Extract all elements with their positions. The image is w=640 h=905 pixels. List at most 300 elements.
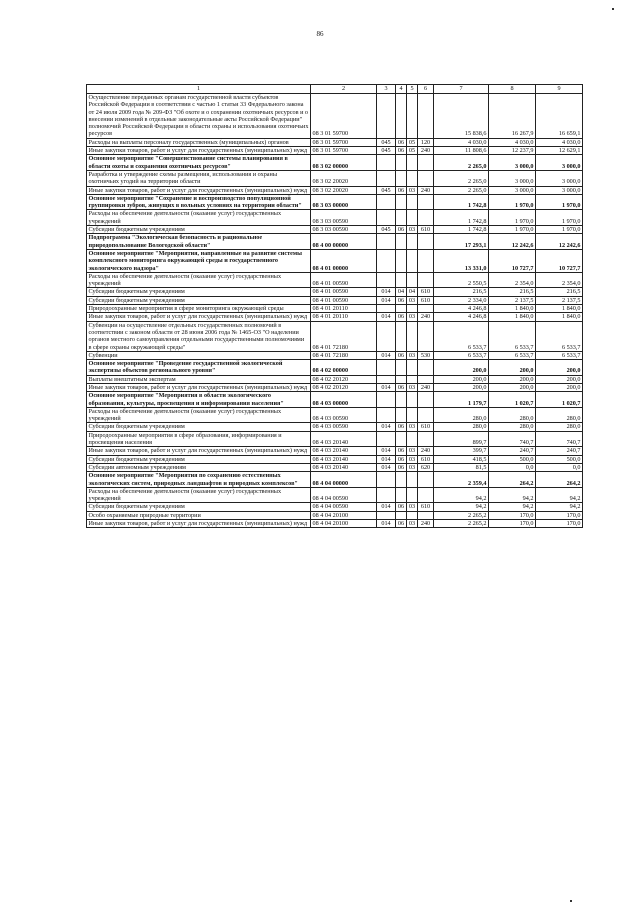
- row-code: 08 4 01 00590: [311, 296, 377, 304]
- row-value-3: 94,2: [536, 487, 583, 503]
- row-value-3: 170,0: [536, 511, 583, 519]
- row-value-3: 6 533,7: [536, 351, 583, 359]
- row-expense-type: 240: [418, 520, 434, 528]
- row-subsection: [407, 431, 418, 447]
- page-number: 86: [316, 30, 324, 38]
- row-code: 08 4 04 00590: [311, 503, 377, 511]
- row-name: Природоохранные мероприятия в сфере мониторинга окружающей среды: [87, 305, 311, 313]
- row-value-3: 264,2: [536, 472, 583, 488]
- row-value-1: 6 533,7: [434, 351, 489, 359]
- row-expense-type: 610: [418, 503, 434, 511]
- row-admin-code: [377, 375, 396, 383]
- row-value-3: 500,0: [536, 455, 583, 463]
- row-section: 06: [396, 463, 407, 471]
- row-subsection: [407, 511, 418, 519]
- row-value-2: 200,0: [489, 360, 536, 376]
- row-expense-type: [418, 392, 434, 408]
- row-value-3: 3 000,0: [536, 186, 583, 194]
- row-value-2: 1 840,0: [489, 305, 536, 313]
- row-value-1: 17 293,1: [434, 234, 489, 250]
- table-row: [87, 351, 583, 359]
- row-section: [396, 272, 407, 288]
- row-value-2: 6 533,7: [489, 351, 536, 359]
- row-admin-code: [377, 431, 396, 447]
- row-expense-type: [418, 375, 434, 383]
- row-value-2: 200,0: [489, 375, 536, 383]
- row-expense-type: 120: [418, 138, 434, 146]
- row-value-2: 200,0: [489, 383, 536, 391]
- row-value-3: 240,7: [536, 447, 583, 455]
- table-row: [87, 194, 583, 210]
- row-value-2: 94,2: [489, 503, 536, 511]
- row-section: [396, 94, 407, 139]
- table-row: [87, 375, 583, 383]
- table-row: [87, 226, 583, 234]
- row-section: [396, 487, 407, 503]
- header-cell: 5: [407, 85, 418, 94]
- row-value-3: 1 020,7: [536, 392, 583, 408]
- row-subsection: 03: [407, 226, 418, 234]
- row-name: Основное мероприятие "Сохранение и воспроизводство популяционной группировки зубров, живущих в вольных условиях на территории области": [87, 194, 311, 210]
- row-value-3: 94,2: [536, 503, 583, 511]
- row-expense-type: [418, 431, 434, 447]
- header-cell: 9: [536, 85, 583, 94]
- table-row: [87, 138, 583, 146]
- row-section: 06: [396, 313, 407, 321]
- row-name: Подпрограмма "Экологическая безопасность и рациональное природопользование Вологодской области": [87, 234, 311, 250]
- row-code: 08 4 03 00590: [311, 423, 377, 431]
- row-code: 08 4 01 72180: [311, 351, 377, 359]
- row-section: [396, 194, 407, 210]
- row-section: [396, 155, 407, 171]
- row-code: 08 3 01 59700: [311, 138, 377, 146]
- table-row: [87, 503, 583, 511]
- row-value-1: 15 838,6: [434, 94, 489, 139]
- row-value-2: 2 354,0: [489, 272, 536, 288]
- row-value-1: 11 808,6: [434, 147, 489, 155]
- row-value-1: 1 742,8: [434, 194, 489, 210]
- row-name: Основное мероприятие "Проведение государственной экологической экспертизы объектов регионального уровня": [87, 360, 311, 376]
- row-subsection: [407, 155, 418, 171]
- row-admin-code: [377, 194, 396, 210]
- row-value-3: 2 137,5: [536, 296, 583, 304]
- row-code: 08 4 01 72180: [311, 321, 377, 351]
- table-row: [87, 305, 583, 313]
- row-admin-code: 045: [377, 138, 396, 146]
- row-value-2: 280,0: [489, 423, 536, 431]
- row-admin-code: 014: [377, 351, 396, 359]
- row-value-3: 216,5: [536, 288, 583, 296]
- row-name: Иные закупки товаров, работ и услуг для государственных (муниципальных) нужд: [87, 383, 311, 391]
- row-section: [396, 170, 407, 186]
- header-cell: 7: [434, 85, 489, 94]
- scan-mark: [612, 8, 614, 10]
- row-value-3: 280,0: [536, 407, 583, 423]
- row-admin-code: 014: [377, 503, 396, 511]
- row-name: Субвенции на осуществление отдельных государственных полномочий в соответствии с законом области от 28 июня 2006 года № 1465-ОЗ "О наделении органов местного самоуправления отдельными государственными полномочиями в сфере охраны окружающей среды": [87, 321, 311, 351]
- row-value-3: 1 970,0: [536, 210, 583, 226]
- row-admin-code: [377, 155, 396, 171]
- row-subsection: 03: [407, 351, 418, 359]
- table-row: [87, 407, 583, 423]
- row-value-1: 4 246,8: [434, 305, 489, 313]
- row-code: 08 4 01 00000: [311, 249, 377, 272]
- header-cell: 1: [87, 85, 311, 94]
- row-code: 08 4 03 20140: [311, 455, 377, 463]
- row-expense-type: [418, 407, 434, 423]
- header-cell: 8: [489, 85, 536, 94]
- row-subsection: 03: [407, 463, 418, 471]
- row-expense-type: [418, 487, 434, 503]
- row-expense-type: [418, 305, 434, 313]
- row-subsection: [407, 94, 418, 139]
- row-value-1: 200,0: [434, 360, 489, 376]
- row-expense-type: 530: [418, 351, 434, 359]
- header-cell: 2: [311, 85, 377, 94]
- row-expense-type: 610: [418, 423, 434, 431]
- row-value-1: 2 265,0: [434, 155, 489, 171]
- row-code: 08 4 01 20110: [311, 305, 377, 313]
- row-value-1: 2 265,0: [434, 170, 489, 186]
- table-row: [87, 147, 583, 155]
- row-section: 06: [396, 503, 407, 511]
- row-code: 08 4 02 20120: [311, 375, 377, 383]
- row-section: [396, 234, 407, 250]
- row-value-2: 170,0: [489, 520, 536, 528]
- row-admin-code: 014: [377, 520, 396, 528]
- row-expense-type: [418, 511, 434, 519]
- row-expense-type: [418, 249, 434, 272]
- row-value-1: 2 265,2: [434, 520, 489, 528]
- row-subsection: 03: [407, 503, 418, 511]
- row-subsection: 03: [407, 186, 418, 194]
- row-name: Субсидии бюджетным учреждениям: [87, 288, 311, 296]
- row-value-3: 12 242,6: [536, 234, 583, 250]
- row-value-3: 280,0: [536, 423, 583, 431]
- row-name: Природоохранные мероприятия в сфере образования, информирования и просвещения населения: [87, 431, 311, 447]
- row-value-1: 280,0: [434, 423, 489, 431]
- table-row: [87, 94, 583, 139]
- row-value-1: 200,0: [434, 383, 489, 391]
- row-value-3: 200,0: [536, 383, 583, 391]
- row-value-1: 1 742,8: [434, 210, 489, 226]
- row-name: Субсидии бюджетным учреждениям: [87, 296, 311, 304]
- row-name: Осуществление переданных органам государственной власти субъектов Российской Федерации в соответствии с частью 1 статьи 33 Федерального закона от 24 июля 2009 года № 209-ФЗ "Об охоте и о сохранении охотничьих ресурсов и о внесении изменений в отдельные законодательные акты Российской Федерации" полномочий Российской Федерации в области охраны и использования охотничьих ресурсов: [87, 94, 311, 139]
- budget-table: [86, 84, 583, 528]
- table-row: [87, 472, 583, 488]
- row-expense-type: [418, 194, 434, 210]
- row-expense-type: [418, 94, 434, 139]
- row-admin-code: [377, 321, 396, 351]
- row-value-2: 94,2: [489, 487, 536, 503]
- row-value-2: 1 970,0: [489, 210, 536, 226]
- row-section: [396, 511, 407, 519]
- row-admin-code: [377, 305, 396, 313]
- row-name: Выплаты внештатным экспертам: [87, 375, 311, 383]
- row-expense-type: [418, 472, 434, 488]
- row-name: Расходы на выплаты персоналу государственных (муниципальных) органов: [87, 138, 311, 146]
- row-section: [396, 360, 407, 376]
- row-admin-code: [377, 511, 396, 519]
- row-admin-code: 014: [377, 288, 396, 296]
- row-subsection: 03: [407, 313, 418, 321]
- row-expense-type: [418, 234, 434, 250]
- row-admin-code: [377, 407, 396, 423]
- row-subsection: [407, 249, 418, 272]
- row-subsection: [407, 210, 418, 226]
- row-name: Иные закупки товаров, работ и услуг для государственных (муниципальных) нужд: [87, 447, 311, 455]
- table-row: [87, 383, 583, 391]
- row-expense-type: 240: [418, 313, 434, 321]
- row-value-2: 6 533,7: [489, 321, 536, 351]
- row-subsection: [407, 234, 418, 250]
- row-value-1: 4 030,0: [434, 138, 489, 146]
- row-section: 06: [396, 383, 407, 391]
- row-code: 08 3 03 00590: [311, 226, 377, 234]
- row-value-1: 2 265,2: [434, 511, 489, 519]
- row-name: Основное мероприятие "Мероприятия, направленные на развитие системы комплексного мониторинга окружающей среды и государственного экологического надзора": [87, 249, 311, 272]
- row-admin-code: 014: [377, 463, 396, 471]
- row-expense-type: 240: [418, 147, 434, 155]
- row-subsection: 03: [407, 455, 418, 463]
- row-value-1: 2 550,5: [434, 272, 489, 288]
- header-cell: 4: [396, 85, 407, 94]
- table-row: [87, 272, 583, 288]
- row-code: 08 4 03 20140: [311, 463, 377, 471]
- row-code: 08 3 02 00000: [311, 155, 377, 171]
- row-value-1: 6 533,7: [434, 321, 489, 351]
- row-subsection: [407, 407, 418, 423]
- row-expense-type: 240: [418, 383, 434, 391]
- row-code: 08 4 03 20140: [311, 447, 377, 455]
- row-name: Расходы на обеспечение деятельности (оказание услуг) государственных учреждений: [87, 210, 311, 226]
- row-name: Иные закупки товаров, работ и услуг для государственных (муниципальных) нужд: [87, 520, 311, 528]
- row-name: Расходы на обеспечение деятельности (оказание услуг) государственных учреждений: [87, 272, 311, 288]
- row-value-2: 1 970,0: [489, 226, 536, 234]
- row-admin-code: [377, 472, 396, 488]
- row-admin-code: [377, 170, 396, 186]
- row-admin-code: [377, 272, 396, 288]
- row-code: 08 3 02 20020: [311, 186, 377, 194]
- row-code: 08 4 00 00000: [311, 234, 377, 250]
- row-section: 06: [396, 351, 407, 359]
- row-value-2: 170,0: [489, 511, 536, 519]
- table-row: [87, 170, 583, 186]
- table-row: [87, 360, 583, 376]
- row-admin-code: [377, 392, 396, 408]
- table-row: [87, 288, 583, 296]
- row-subsection: 05: [407, 138, 418, 146]
- row-section: 06: [396, 186, 407, 194]
- row-section: [396, 305, 407, 313]
- row-value-2: 12 237,9: [489, 147, 536, 155]
- row-name: Основное мероприятие "Мероприятия по сохранению естественных экологических систем, природных ландшафтов и природных комплексов": [87, 472, 311, 488]
- row-code: 08 4 04 00590: [311, 487, 377, 503]
- row-expense-type: 610: [418, 288, 434, 296]
- row-value-1: 81,5: [434, 463, 489, 471]
- table-row: [87, 210, 583, 226]
- row-value-3: 170,0: [536, 520, 583, 528]
- row-subsection: [407, 170, 418, 186]
- row-code: 08 3 03 00000: [311, 194, 377, 210]
- row-value-1: 94,2: [434, 503, 489, 511]
- table-row: [87, 520, 583, 528]
- row-name: Субвенции: [87, 351, 311, 359]
- row-subsection: [407, 375, 418, 383]
- row-section: [396, 321, 407, 351]
- row-expense-type: 610: [418, 455, 434, 463]
- row-code: 08 3 01 59700: [311, 94, 377, 139]
- row-value-1: 1 179,7: [434, 392, 489, 408]
- row-admin-code: [377, 360, 396, 376]
- row-subsection: 03: [407, 383, 418, 391]
- header-cell: 3: [377, 85, 396, 94]
- row-value-2: 3 000,0: [489, 186, 536, 194]
- row-value-2: 280,0: [489, 407, 536, 423]
- row-expense-type: [418, 210, 434, 226]
- row-expense-type: 240: [418, 186, 434, 194]
- row-value-2: 10 727,7: [489, 249, 536, 272]
- row-expense-type: [418, 155, 434, 171]
- row-section: [396, 375, 407, 383]
- row-value-2: 0,0: [489, 463, 536, 471]
- row-code: 08 4 02 00000: [311, 360, 377, 376]
- row-section: 06: [396, 520, 407, 528]
- row-name: Особо охраняемые природные территории: [87, 511, 311, 519]
- table-row: [87, 423, 583, 431]
- row-name: Иные закупки товаров, работ и услуг для государственных (муниципальных) нужд: [87, 147, 311, 155]
- row-value-1: 280,0: [434, 407, 489, 423]
- row-value-2: 3 000,0: [489, 170, 536, 186]
- row-value-2: 264,2: [489, 472, 536, 488]
- row-value-1: 1 742,8: [434, 226, 489, 234]
- row-subsection: 04: [407, 288, 418, 296]
- row-admin-code: 045: [377, 147, 396, 155]
- row-value-2: 16 267,9: [489, 94, 536, 139]
- row-section: [396, 431, 407, 447]
- row-name: Субсидии бюджетным учреждениям: [87, 423, 311, 431]
- row-code: 08 3 01 59700: [311, 147, 377, 155]
- row-name: Основное мероприятие "Совершенствование системы планирования в области охоты и сохранения охотничьих ресурсов": [87, 155, 311, 171]
- row-code: 08 4 04 20100: [311, 511, 377, 519]
- row-value-3: 0,0: [536, 463, 583, 471]
- table-row: [87, 296, 583, 304]
- row-section: 06: [396, 296, 407, 304]
- row-value-2: 3 000,0: [489, 155, 536, 171]
- row-value-3: 3 000,0: [536, 170, 583, 186]
- row-value-1: 200,0: [434, 375, 489, 383]
- row-value-2: 2 137,5: [489, 296, 536, 304]
- row-value-3: 200,0: [536, 360, 583, 376]
- row-admin-code: [377, 94, 396, 139]
- row-code: 08 4 01 20110: [311, 313, 377, 321]
- row-subsection: [407, 194, 418, 210]
- row-code: 08 4 02 20120: [311, 383, 377, 391]
- row-expense-type: 620: [418, 463, 434, 471]
- row-section: 06: [396, 147, 407, 155]
- row-subsection: [407, 305, 418, 313]
- row-subsection: [407, 272, 418, 288]
- row-value-1: 13 331,0: [434, 249, 489, 272]
- row-value-3: 6 533,7: [536, 321, 583, 351]
- row-section: 06: [396, 226, 407, 234]
- row-admin-code: 045: [377, 186, 396, 194]
- row-value-2: 500,0: [489, 455, 536, 463]
- row-value-3: 12 629,1: [536, 147, 583, 155]
- row-value-1: 4 246,8: [434, 313, 489, 321]
- row-subsection: [407, 472, 418, 488]
- row-value-1: 2 265,0: [434, 186, 489, 194]
- row-value-2: 240,7: [489, 447, 536, 455]
- row-value-3: 10 727,7: [536, 249, 583, 272]
- row-value-3: 16 659,1: [536, 94, 583, 139]
- row-value-1: 899,7: [434, 431, 489, 447]
- row-admin-code: 014: [377, 383, 396, 391]
- scan-mark: [570, 900, 572, 902]
- row-admin-code: 014: [377, 423, 396, 431]
- row-name: Разработка и утверждение схемы размещения, использования и охраны охотничьих угодий на территории области: [87, 170, 311, 186]
- row-expense-type: [418, 170, 434, 186]
- row-value-2: 1 020,7: [489, 392, 536, 408]
- row-section: [396, 392, 407, 408]
- table-row: [87, 455, 583, 463]
- table-row: [87, 463, 583, 471]
- row-name: Субсидии бюджетным учреждениям: [87, 455, 311, 463]
- row-subsection: 03: [407, 520, 418, 528]
- row-value-3: 1 840,0: [536, 305, 583, 313]
- row-subsection: [407, 360, 418, 376]
- table-row: [87, 186, 583, 194]
- row-value-2: 740,7: [489, 431, 536, 447]
- row-name: Основное мероприятие "Мероприятия в области экологического образования, культуры, просвещения и информирования населения": [87, 392, 311, 408]
- row-value-1: 2 359,4: [434, 472, 489, 488]
- row-value-3: 1 840,0: [536, 313, 583, 321]
- row-admin-code: 014: [377, 447, 396, 455]
- row-value-1: 399,7: [434, 447, 489, 455]
- row-section: 06: [396, 455, 407, 463]
- row-value-3: 1 970,0: [536, 194, 583, 210]
- row-name: Расходы на обеспечение деятельности (оказание услуг) государственных учреждений: [87, 407, 311, 423]
- row-code: 08 4 04 20100: [311, 520, 377, 528]
- row-admin-code: 045: [377, 226, 396, 234]
- table-row: [87, 431, 583, 447]
- row-value-1: 94,2: [434, 487, 489, 503]
- row-subsection: 05: [407, 147, 418, 155]
- row-section: [396, 407, 407, 423]
- row-admin-code: [377, 487, 396, 503]
- row-expense-type: 610: [418, 296, 434, 304]
- row-value-2: 12 242,6: [489, 234, 536, 250]
- row-admin-code: [377, 234, 396, 250]
- row-expense-type: [418, 321, 434, 351]
- table-row: [87, 321, 583, 351]
- row-expense-type: [418, 360, 434, 376]
- row-name: Иные закупки товаров, работ и услуг для государственных (муниципальных) нужд: [87, 186, 311, 194]
- row-name: Расходы на обеспечение деятельности (оказание услуг) государственных учреждений: [87, 487, 311, 503]
- header-row: [87, 85, 583, 94]
- row-expense-type: 610: [418, 226, 434, 234]
- row-subsection: 03: [407, 447, 418, 455]
- row-value-3: 1 970,0: [536, 226, 583, 234]
- row-section: 04: [396, 288, 407, 296]
- row-value-3: 3 000,0: [536, 155, 583, 171]
- table-row: [87, 249, 583, 272]
- table-row: [87, 234, 583, 250]
- row-subsection: [407, 321, 418, 351]
- row-subsection: [407, 392, 418, 408]
- row-code: 08 4 03 00000: [311, 392, 377, 408]
- row-code: 08 4 01 00590: [311, 288, 377, 296]
